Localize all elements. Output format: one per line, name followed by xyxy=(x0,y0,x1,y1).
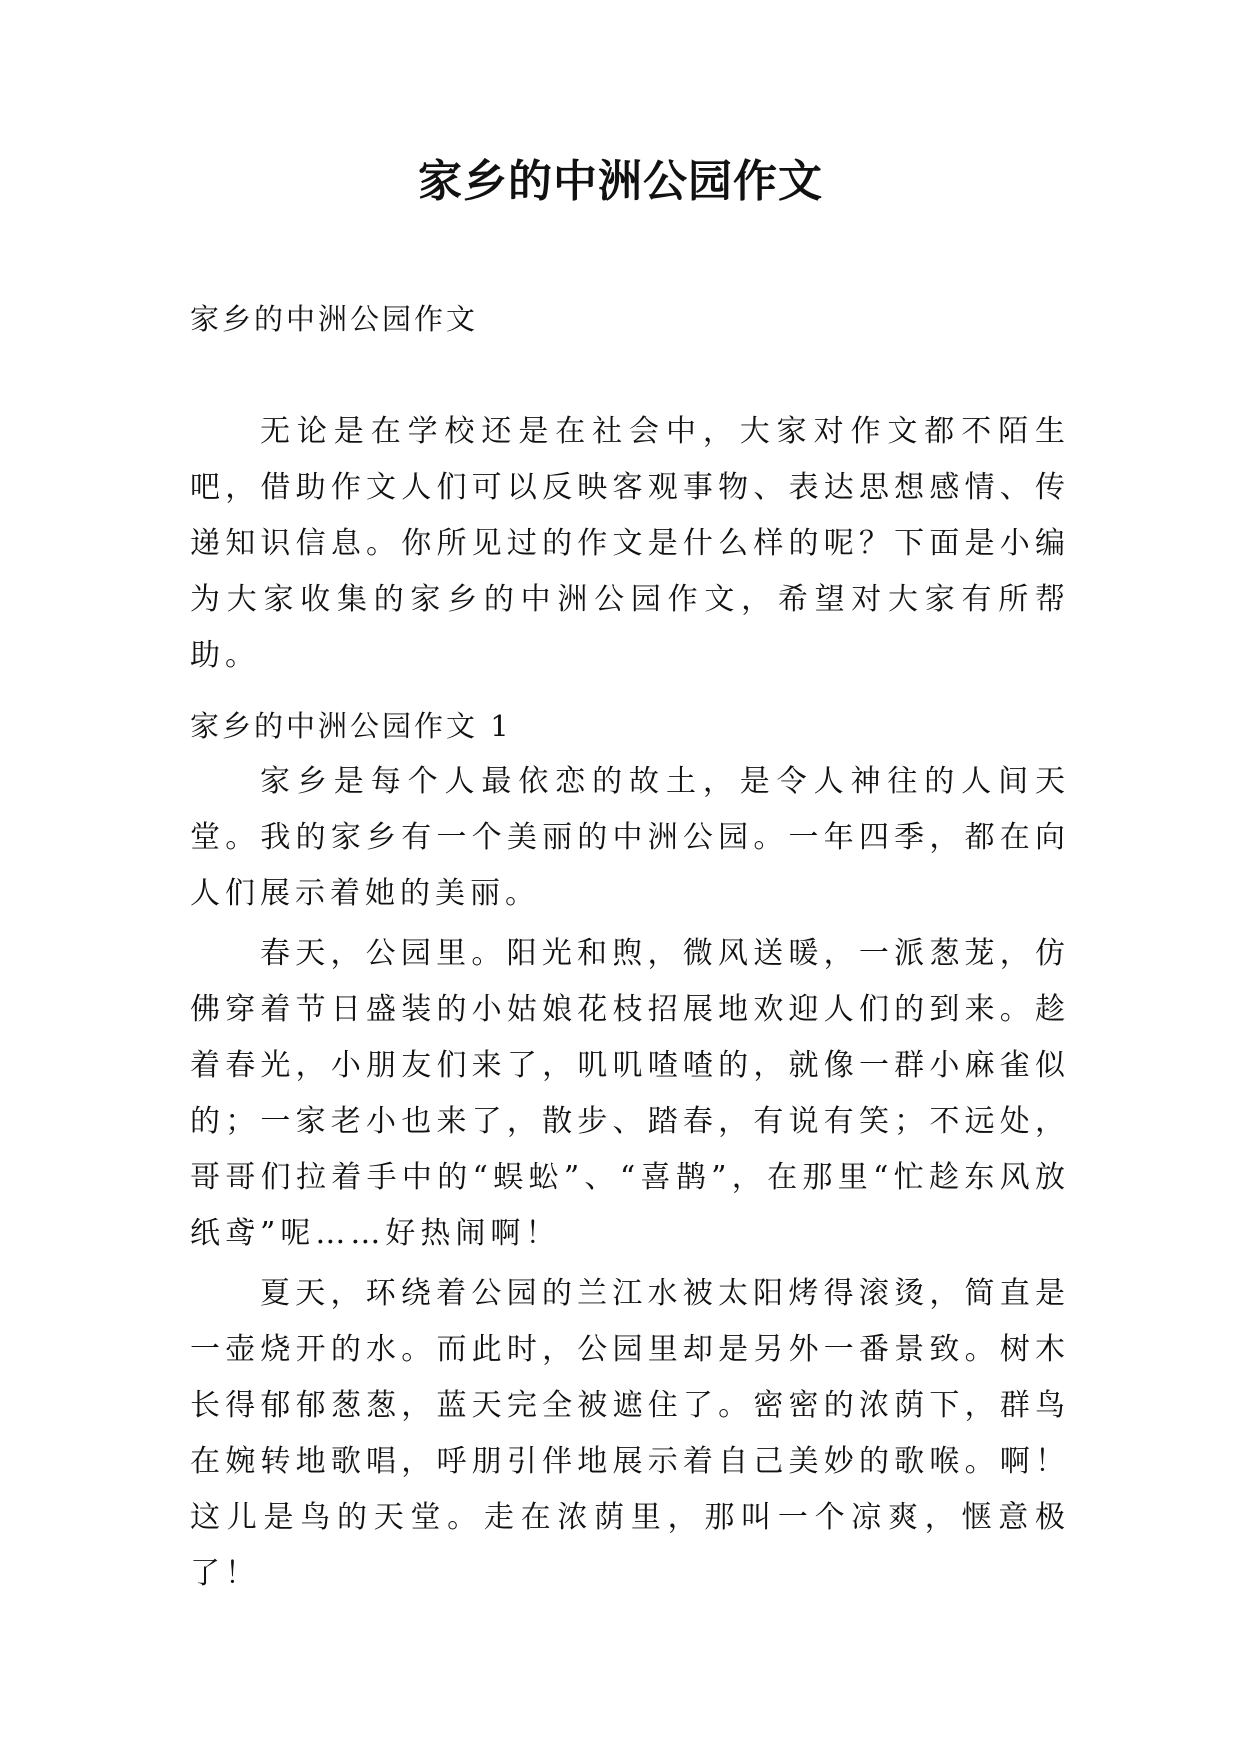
intro-block xyxy=(190,404,1070,684)
intro-paragraph: 无论是在学校还是在社会中，大家对作文都不陌生吧，借助作文人们可以反映客观事物、表达思想感情、传递知识信息。你所见过的作文是什么样的呢？下面是小编为大家收集的家乡的中洲公园作文，希望对大家有所帮助。 xyxy=(190,414,1070,673)
section-heading: 家乡的中洲公园作文 1 xyxy=(190,709,512,743)
section-body xyxy=(190,754,1070,1606)
body-paragraph: 夏天，环绕着公园的兰江水被太阳烤得滚烫，简直是一壶烧开的水。而此时，公园里却是另外一番景致。树木长得郁郁葱葱，蓝天完全被遮住了。密密的浓荫下，群鸟在婉转地歌唱，呼朋引伴地展示着自己美妙的歌喉。啊！这儿是鸟的天堂。走在浓荫里，那叫一个凉爽，惬意极了！ xyxy=(190,1276,1070,1591)
document-subtitle: 家乡的中洲公园作文 xyxy=(190,302,479,336)
body-paragraph: 春天，公园里。阳光和煦，微风送暖，一派葱茏，仿佛穿着节日盛装的小姑娘花枝招展地欢迎人们的到来。趁着春光，小朋友们来了，叽叽喳喳的，就像一群小麻雀似的；一家老小也来了，散步、踏春，有说有笑；不远处，哥哥们拉着手中的“蜈蚣”、“喜鹊”，在那里“忙趁东风放纸鸢”呢……好热闹啊！ xyxy=(190,936,1070,1251)
document-title: 家乡的中洲公园作文 xyxy=(418,156,823,207)
body-paragraph: 家乡是每个人最依恋的故土，是令人神往的人间天堂。我的家乡有一个美丽的中洲公园。一年四季，都在向人们展示着她的美丽。 xyxy=(190,764,1070,911)
